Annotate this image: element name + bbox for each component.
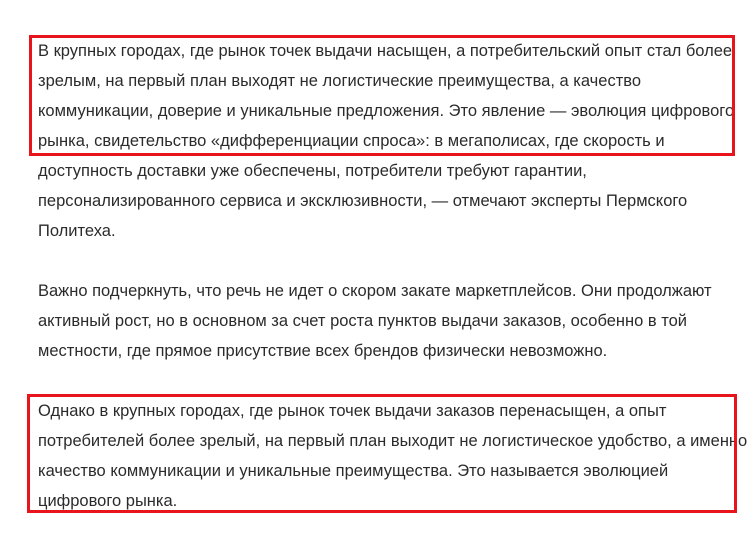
paragraph-line: активный рост, но в основном за счет роста пунктов выдачи заказов, особенно в той [38, 312, 688, 330]
paragraph-line: местности, где прямое присутствие всех брендов физически невозможно. [38, 342, 608, 360]
paragraph-line: персонализированного сервиса и эксклюзивности, — отмечают эксперты Пермского [38, 192, 688, 210]
highlight-box-bottom [27, 394, 737, 513]
paragraph-line: В крупных городах, где рынок точек выдачи насыщен, а потребительский опыт стал более [38, 42, 733, 60]
paragraph-2 [38, 276, 712, 366]
paragraph-line: доступность доставки уже обеспечены, потребители требуют гарантии, [38, 162, 587, 180]
paragraph-line: рынка, свидетельство «дифференциации спроса»: в мегаполисах, где скорость и [38, 132, 665, 150]
highlight-box-top [29, 35, 735, 156]
paragraph-line: зрелым, на первый план выходят не логистические преимущества, а качество [38, 72, 642, 90]
paragraph-line: качество коммуникации и уникальные преимущества. Это называется эволюцией [38, 462, 669, 480]
paragraph-line: Важно подчеркнуть, что речь не идет о скором закате маркетплейсов. Они продолжают [38, 282, 712, 300]
paragraph-line: потребителей более зрелый, на первый план выходит не логистическое удобство, а именно [38, 432, 748, 450]
paragraph-line: цифрового рынка. [38, 492, 178, 510]
paragraph-line: Политеха. [38, 222, 116, 240]
paragraph-line: коммуникации, доверие и уникальные предложения. Это явление — эволюция цифрового [38, 102, 735, 120]
paragraph-line: Однако в крупных городах, где рынок точек выдачи заказов перенасыщен, а опыт [38, 402, 667, 420]
